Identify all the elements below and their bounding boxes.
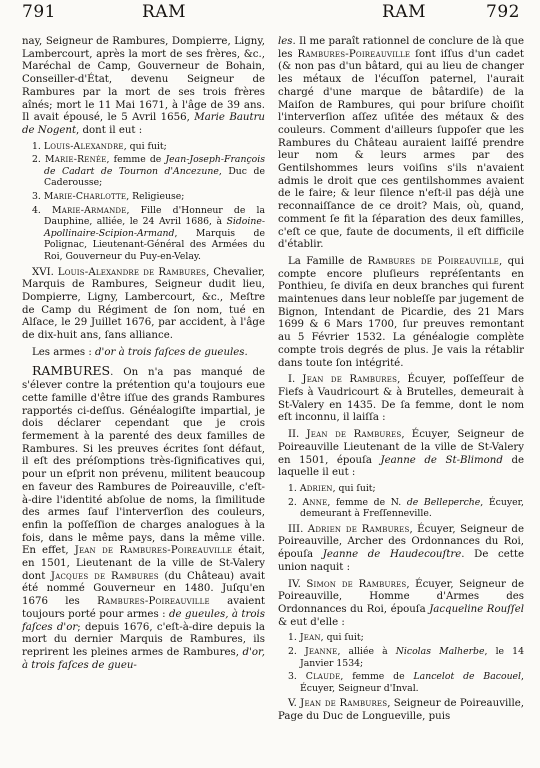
child-entry: 1. Louis-Alexandre, qui fuit; [32, 140, 167, 152]
child-entry: 2. Marie-Renée, femme de Jean-Joseph-François de Cadart de Tournon d'Ancezune, Duc de Caderousse; [32, 154, 265, 189]
children-list [278, 483, 524, 520]
text-paragraph: nay, Seigneur de Rambures, Dompierre, Ligny, Lambercourt, après la mort de ses frères, &c., Maréchal de Camp, Gouverneur de Bohain, Conseiller-d'État, devenu Seigneur de Rambures par la mort de ses trois frères aînés; mort le 11 Mai 1671, à l'âge de 39 ans. Il avait épousé, le 5 Avril 1656, Marie Bautru de Nogent, dont il eut : [22, 36, 265, 136]
text-paragraph: II. Jean de Rambures, Écuyer, Seigneur de Poireauville Lieutenant de la ville de St-Valery en 1501, épouſa Jeanne de St-Blimond de laquelle il eut : [278, 429, 524, 479]
child-entry: 1. Adrien, qui ſuit; [288, 482, 376, 494]
entry-heading-paragraph: RAMBURES. On n'a pas manqué de s'élever contre la prétention qu'a toujours eue cette famille d'être iſſue des grands Rambures rapportés ci-deſſus. Généalogiſte impartial, je dois déclarer cependant que je crois fermement à la parenté des deux familles de Rambures. Si les preuves écrites ſont défaut, il eſt des préſomptions très-ſignificatives qui, pour un eſprit non prévenu, militent beaucoup en faveur des Rambures de Poireauville, c'eſt-à-dire l'identité abſolue de noms, la ſimilitude des armes ſauf l'interverſion des couleurs, enfin la poſſeſſion de charges analogues à la fois, dans le même pays, dans la même ville. En effet, Jean de Rambures-Poireauville était, en 1501, Lieutenant de la ville de St-Valery dont Jacques de Rambures (du Château) avait été nommé Gouverneur en 1480. Juſqu'en 1676 les Rambures-Poireauville avaient toujours porté pour armes : de gueules, à trois faſces d'or; depuis 1676, c'eſt-à-dire depuis la mort du dernier Marquis de Rambures, ils reprirent les pleines armes de Rambures, d'or, à trois faſces de gueu- [22, 363, 265, 671]
children-list [278, 632, 524, 694]
right-column [278, 36, 524, 724]
text-paragraph: V. Jean de Rambures, Seigneur de Poireauville, Page du Duc de Longueville, puis [278, 698, 524, 722]
child-entry: 2. Anne, femme de N. de Belleperche, Écuyer, demeurant à Freſſenneville. [288, 496, 524, 520]
text-paragraph: XVI. Louis-Alexandre de Rambures, Chevalier, Marquis de Rambures, Seigneur dudit lieu, Dompierre, Ligny, Lambercourt, &c., Meſtre de Camp du Régiment de ſon nom, tué en Alſace, le 29 Juillet 1676, par accident, à l'âge de dix-huit ans, ſans alliance. [22, 266, 265, 342]
text-paragraph: La Famille de Rambures de Poireauville, qui compte encore pluſieurs repréſentants en Ponthieu, ſe diviſa en deux branches qui furent maintenues dans leur nobleſſe par jugement de Bignon, Intendant de Picardie, des 21 Mars 1699 & 6 Mars 1700, ſur preuves remontant au 5 Février 1532. La généalogie complète compte trois degrés de plus. Je vais la rétablir dans toute ſon intégrité. [278, 255, 524, 369]
text-paragraph: Les armes : d'or à trois faſces de gueules. [32, 346, 248, 358]
text-paragraph: IV. Simon de Rambures, Écuyer, Seigneur de Poireauville, Homme d'Armes des Ordonnances du Roi, épouſa Jacqueline Rouſſel & eut d'elle : [278, 578, 524, 628]
child-entry: 1. Jean, qui ſuit; [288, 632, 364, 644]
child-entry: 4. Marie-Armande, Fille d'Honneur de la Dauphine, alliée, le 24 Avril 1686, à Sidoine-Apollinaire-Scipion-Armand, Marquis de Polignac, Lieutenant-Général des Armées du Roi, Gouverneur du Puy-en-Velay. [32, 204, 265, 262]
running-head-left: RAM [142, 2, 186, 22]
page-number-right: 792 [486, 2, 520, 22]
child-entry: 2. Jeanne, alliée à Nicolas Malherbe, le 14 Janvier 1534; [288, 645, 525, 669]
page-number-left: 791 [22, 2, 56, 22]
running-head-right: RAM [382, 2, 426, 22]
children-list [22, 141, 265, 263]
text-paragraph: les. Il me paraît rationnel de conclure de là que les Rambures-Poireauville ſont iſſus d'un cadet (& non pas d'un bâtard, qui au lieu de changer les métaux de l'écuſſon paternel, l'aurait chargé d'une marque de bâtardiſe) de la Maiſon de Rambures, qui pour briſure choiſit l'interverſion aſſez uſitée des métaux & des couleurs. Comment d'ailleurs ſuppoſer que les Rambures du Château auraient laiſſé prendre leur nom & leurs armes par des Gentilshommes leurs voiſins s'ils n'avaient admis le droit que ces gentilshommes avaient de le faire; & leur ſilence n'eſt-il pas déjà une reconnaiſſance de ce droit? Mais, où, quand, comment ſe fit la ſéparation des deux familles, c'eſt ce que, faute de documents, il eſt difficile d'établir. [278, 36, 525, 251]
text-paragraph: I. Jean de Rambures, Écuyer, poſſeſſeur de Fiefs à Vaudricourt & à Brutelles, demeurait à St-Valery en 1435. De ſa femme, dont le nom eſt inconnu, il laiſſa : [278, 374, 524, 424]
text-paragraph: III. Adrien de Rambures, Écuyer, Seigneur de Poireauville, Archer des Ordonnances du Roi, épouſa Jeanne de Haudecouſtre. De cette union naquit : [278, 523, 524, 573]
left-column [22, 36, 265, 672]
child-entry: 3. Marie-Charlotte, Religieuse; [32, 191, 185, 202]
child-entry: 3. Claude, femme de Lancelot de Bacouel, Écuyer, Seigneur d'Inval. [288, 671, 525, 694]
